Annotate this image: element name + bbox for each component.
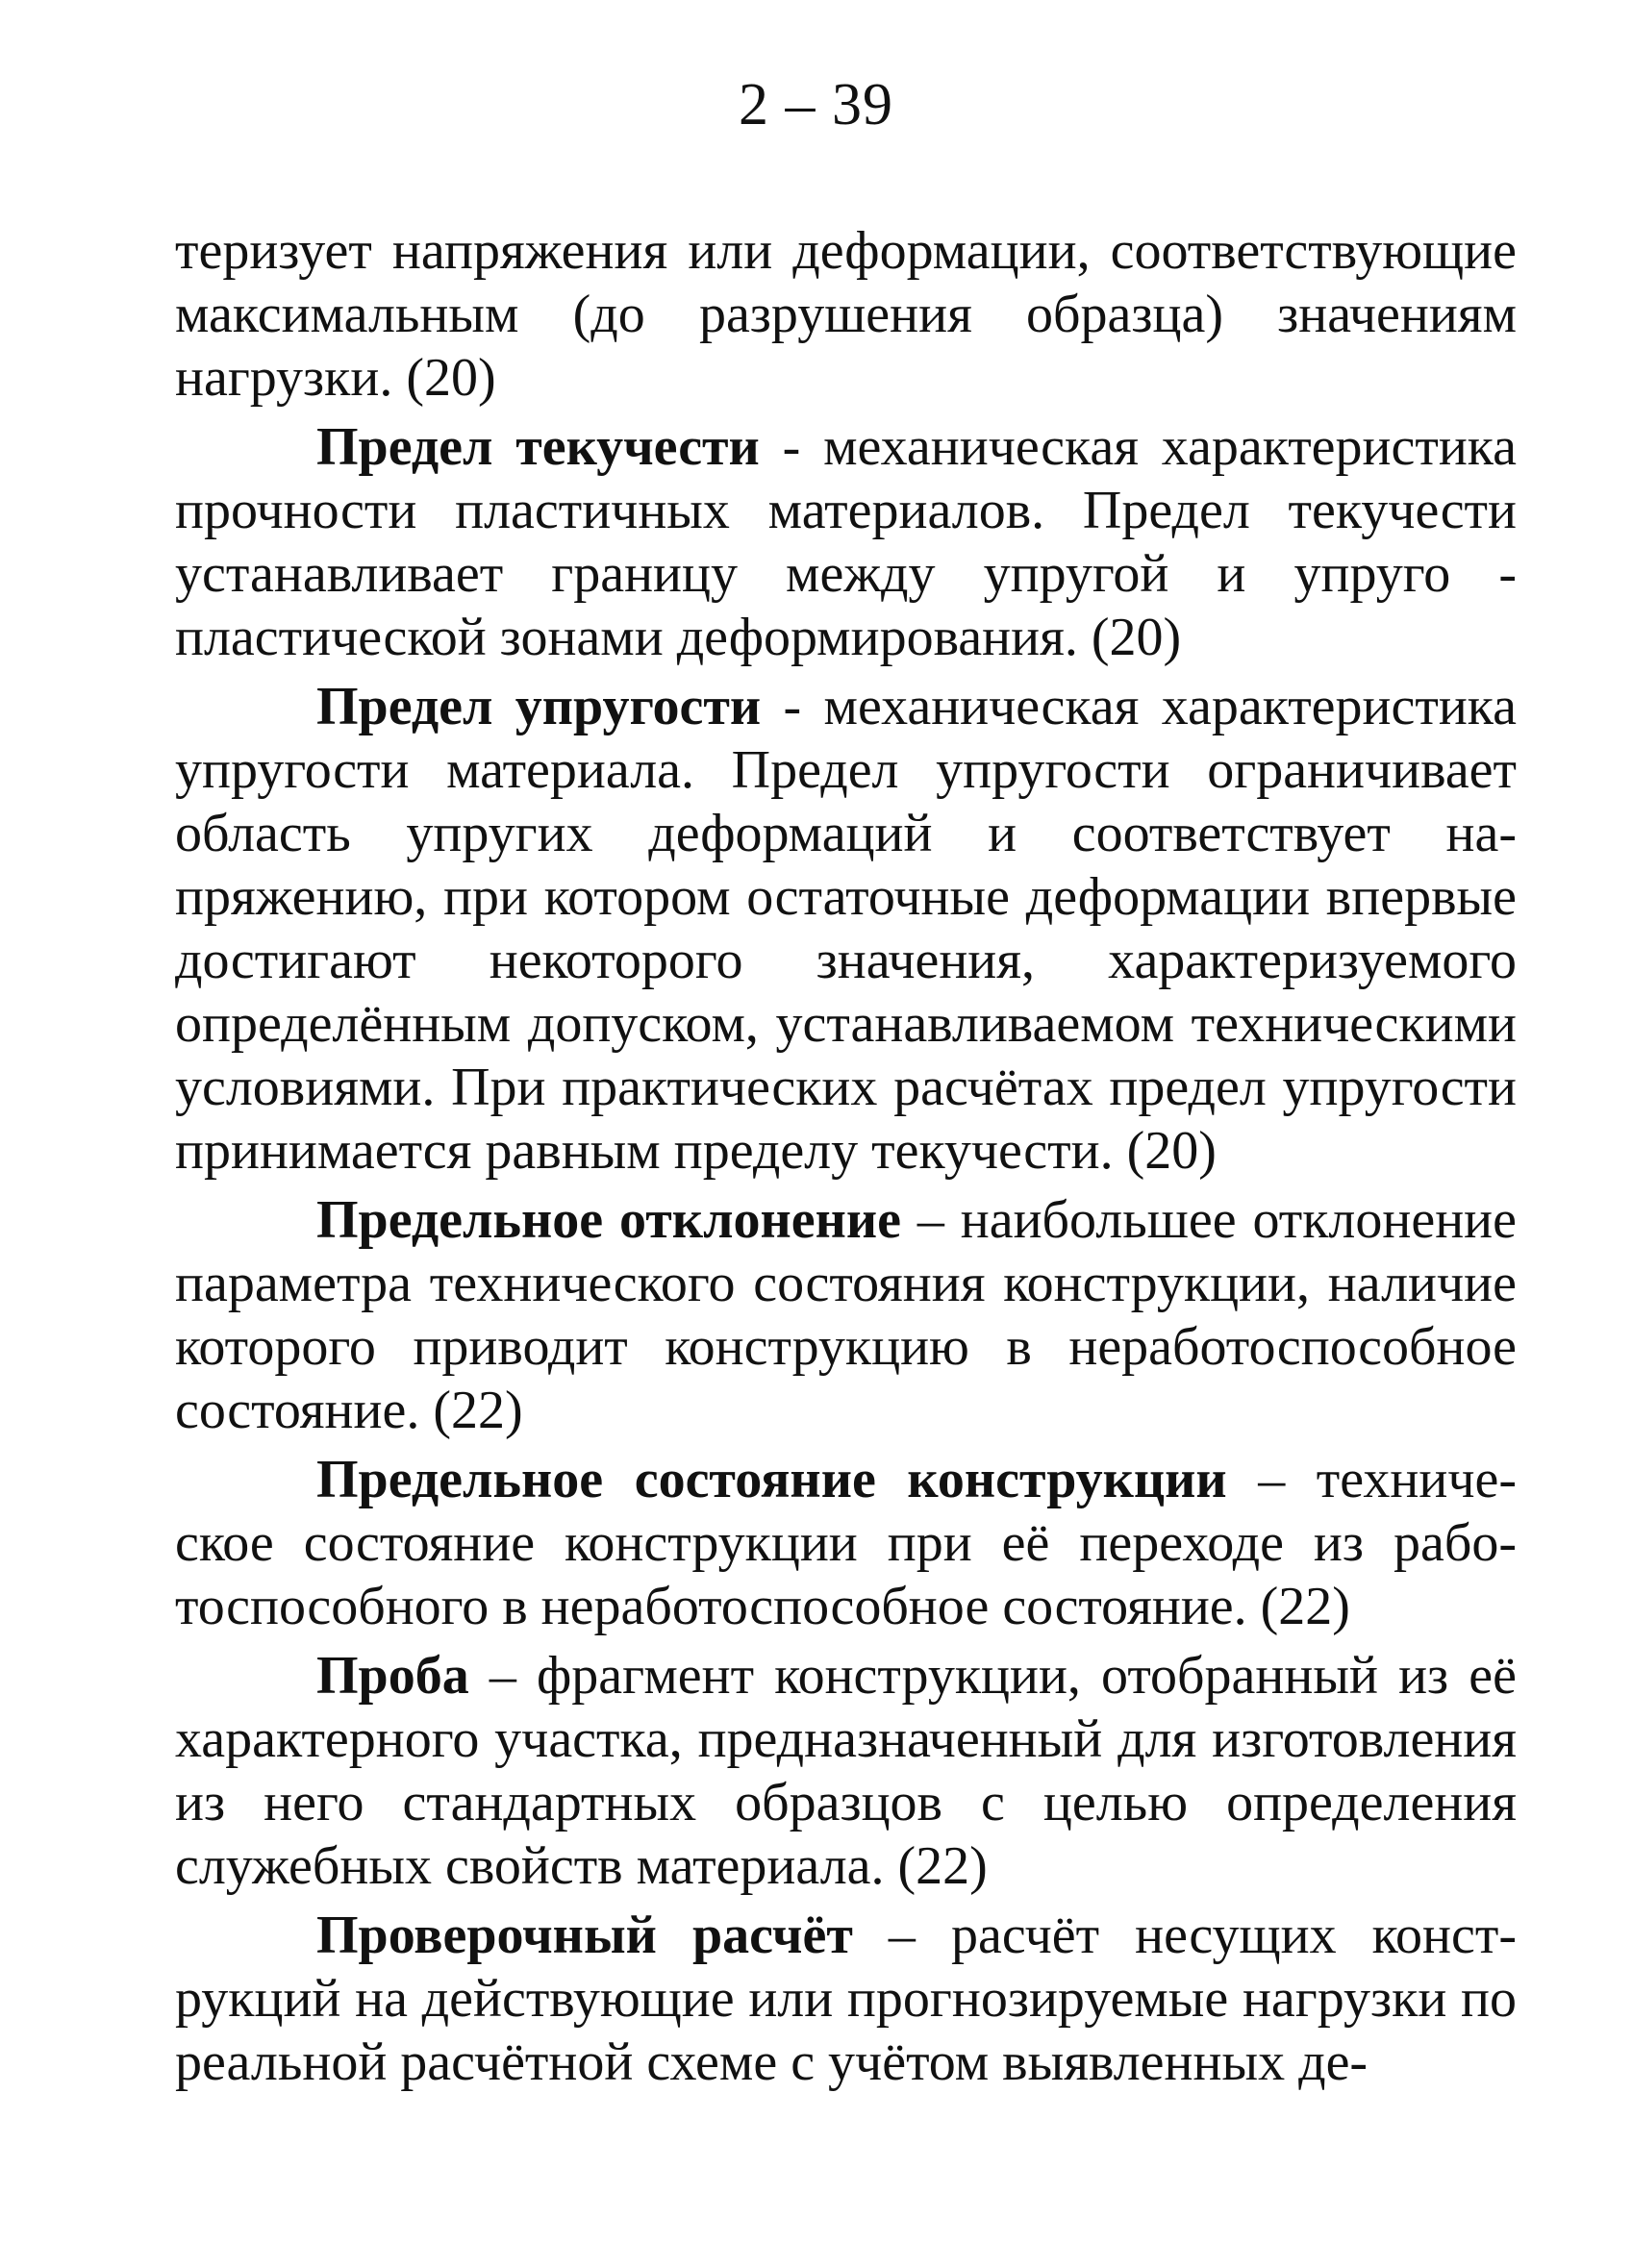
glossary-term: Предел упругости	[316, 677, 762, 736]
glossary-term: Предельное состояние конструкции	[316, 1450, 1227, 1509]
glossary-definition: – фрагмент конструкции, отобранный из её характерного участка, предназначенный для изготовления из него стандартных образцов с целью определения служебных свойств материала. (22)	[175, 1646, 1517, 1896]
glossary-entry-verification-calculation	[175, 1904, 1517, 2094]
page-number: 2 – 39	[739, 72, 893, 137]
glossary-entry-continuation	[175, 219, 1517, 410]
glossary-entry-yield-strength	[175, 415, 1517, 669]
glossary-definition: – техническое состояние конструкции при её переходе из работоспособного в неработоспособное состояние. (22)	[175, 1450, 1518, 1636]
glossary-definition: – наибольшее отклонение параметра технического состояния конструкции, наличие которого приводит конструкцию в неработоспособное состояние. (22)	[175, 1190, 1517, 1440]
glossary-entry-elastic-limit	[175, 675, 1517, 1183]
glossary-term: Предел текучести	[316, 417, 760, 477]
glossary-entry-limit-deviation	[175, 1188, 1517, 1442]
glossary-entry-sample	[175, 1644, 1517, 1898]
glossary-definition: - механическая характеристика упругости материала. Предел упругости ограничивает область упругих деформаций и соответствует напряжению, при котором остаточные деформации впервые достигают некоторого значения, характеризуемого определённым допуском, устанавливаемом техническими условиями. При практических расчётах предел упругости принимается равным пределу текучести. (20)	[175, 677, 1518, 1181]
glossary-entry-limit-state	[175, 1448, 1517, 1638]
glossary-definition: – расчёт несущих конструкций на действующие или прогнозируемые нагрузки по реальной расчётной схеме с учётом выявленных де-	[175, 1906, 1517, 2092]
glossary-definition: теризует напряжения или деформации, соответствующие максимальным (до разрушения образца) значениям нагрузки. (20)	[175, 221, 1517, 408]
glossary-definition: - механическая характеристика прочности пластичных материалов. Предел текучести устанавливает границу между упругой и упруго - пластической зонами деформирования. (20)	[175, 417, 1518, 667]
glossary-term: Предельное отклонение	[316, 1190, 901, 1250]
glossary-text	[175, 219, 1517, 2100]
glossary-term: Проверочный расчёт	[316, 1906, 853, 1965]
glossary-term: Проба	[316, 1646, 469, 1706]
